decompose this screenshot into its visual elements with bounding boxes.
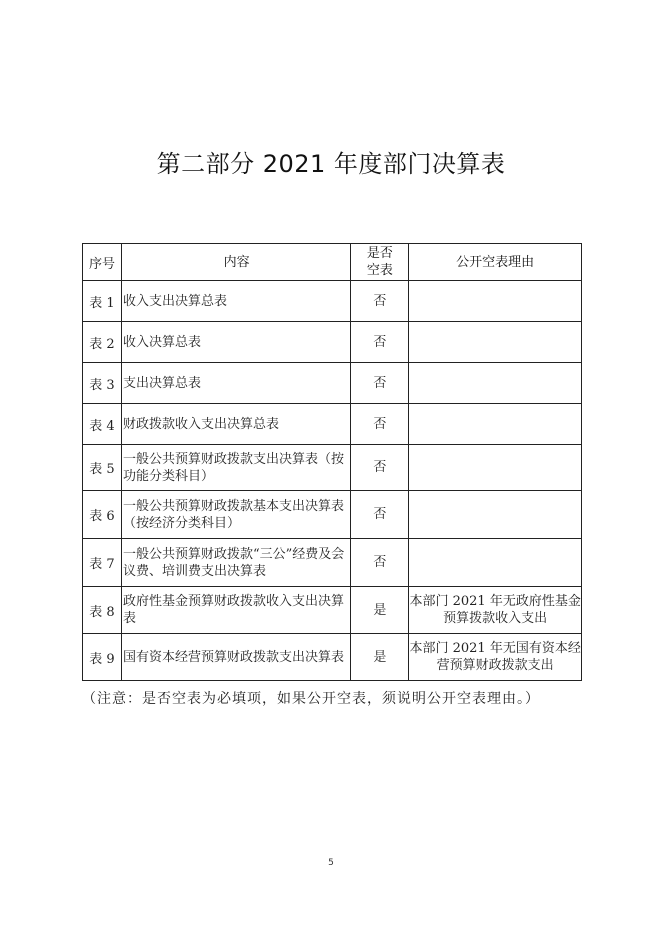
row-is-empty: 是 [351,587,409,634]
table-row [83,281,582,322]
header-reason: 公开空表理由 [409,244,582,281]
table-header-row [83,244,582,281]
table-row [83,445,582,491]
row-is-empty: 否 [351,363,409,404]
row-reason [409,322,582,363]
row-index: 表 5 [83,445,122,491]
row-index: 表 6 [83,491,122,539]
row-is-empty: 否 [351,322,409,363]
page-title: 第二部分 2021 年度部门决算表 [156,150,506,178]
row-index: 表 4 [83,404,122,445]
table-row [83,322,582,363]
row-content: 收入支出决算总表 [121,281,351,322]
row-content: 一般公共预算财政拨款基本支出决算表（按经济分类科目） [121,491,351,539]
row-index: 表 3 [83,363,122,404]
table-row [83,363,582,404]
row-index: 表 9 [83,634,122,681]
table-row [83,587,582,634]
row-index: 表 1 [83,281,122,322]
table-row [83,539,582,587]
row-content: 收入决算总表 [121,322,351,363]
row-content: 国有资本经营预算财政拨款支出决算表 [121,634,351,681]
table-row [83,491,582,539]
row-index: 表 2 [83,322,122,363]
row-reason [409,539,582,587]
row-reason [409,404,582,445]
header-content: 内容 [121,244,351,281]
header-is-empty-line1: 是否 [366,246,393,261]
page-number: 5 [328,858,334,868]
row-reason: 本部门 2021 年无政府性基金预算拨款收入支出 [409,587,582,634]
row-is-empty: 否 [351,445,409,491]
header-is-empty [351,244,409,281]
row-index: 表 7 [83,539,122,587]
row-content: 一般公共预算财政拨款支出决算表（按功能分类科目） [121,445,351,491]
header-index: 序号 [83,244,122,281]
row-content: 财政拨款收入支出决算总表 [121,404,351,445]
row-is-empty: 否 [351,404,409,445]
row-content: 政府性基金预算财政拨款收入支出决算表 [121,587,351,634]
row-reason: 本部门 2021 年无国有资本经营预算财政拨款支出 [409,634,582,681]
row-is-empty: 否 [351,281,409,322]
row-is-empty: 否 [351,539,409,587]
row-reason [409,363,582,404]
footnote: （注意：是否空表为必填项，如果公开空表，须说明公开空表理由。） [82,691,540,707]
row-content: 支出决算总表 [121,363,351,404]
header-is-empty-line2: 空表 [366,263,393,278]
table-row [83,634,582,681]
table-row [83,404,582,445]
row-reason [409,281,582,322]
row-reason [409,445,582,491]
row-reason [409,491,582,539]
row-content: 一般公共预算财政拨款“三公”经费及会议费、培训费支出决算表 [121,539,351,587]
report-list-table [82,243,582,681]
row-is-empty: 否 [351,491,409,539]
row-is-empty: 是 [351,634,409,681]
row-index: 表 8 [83,587,122,634]
